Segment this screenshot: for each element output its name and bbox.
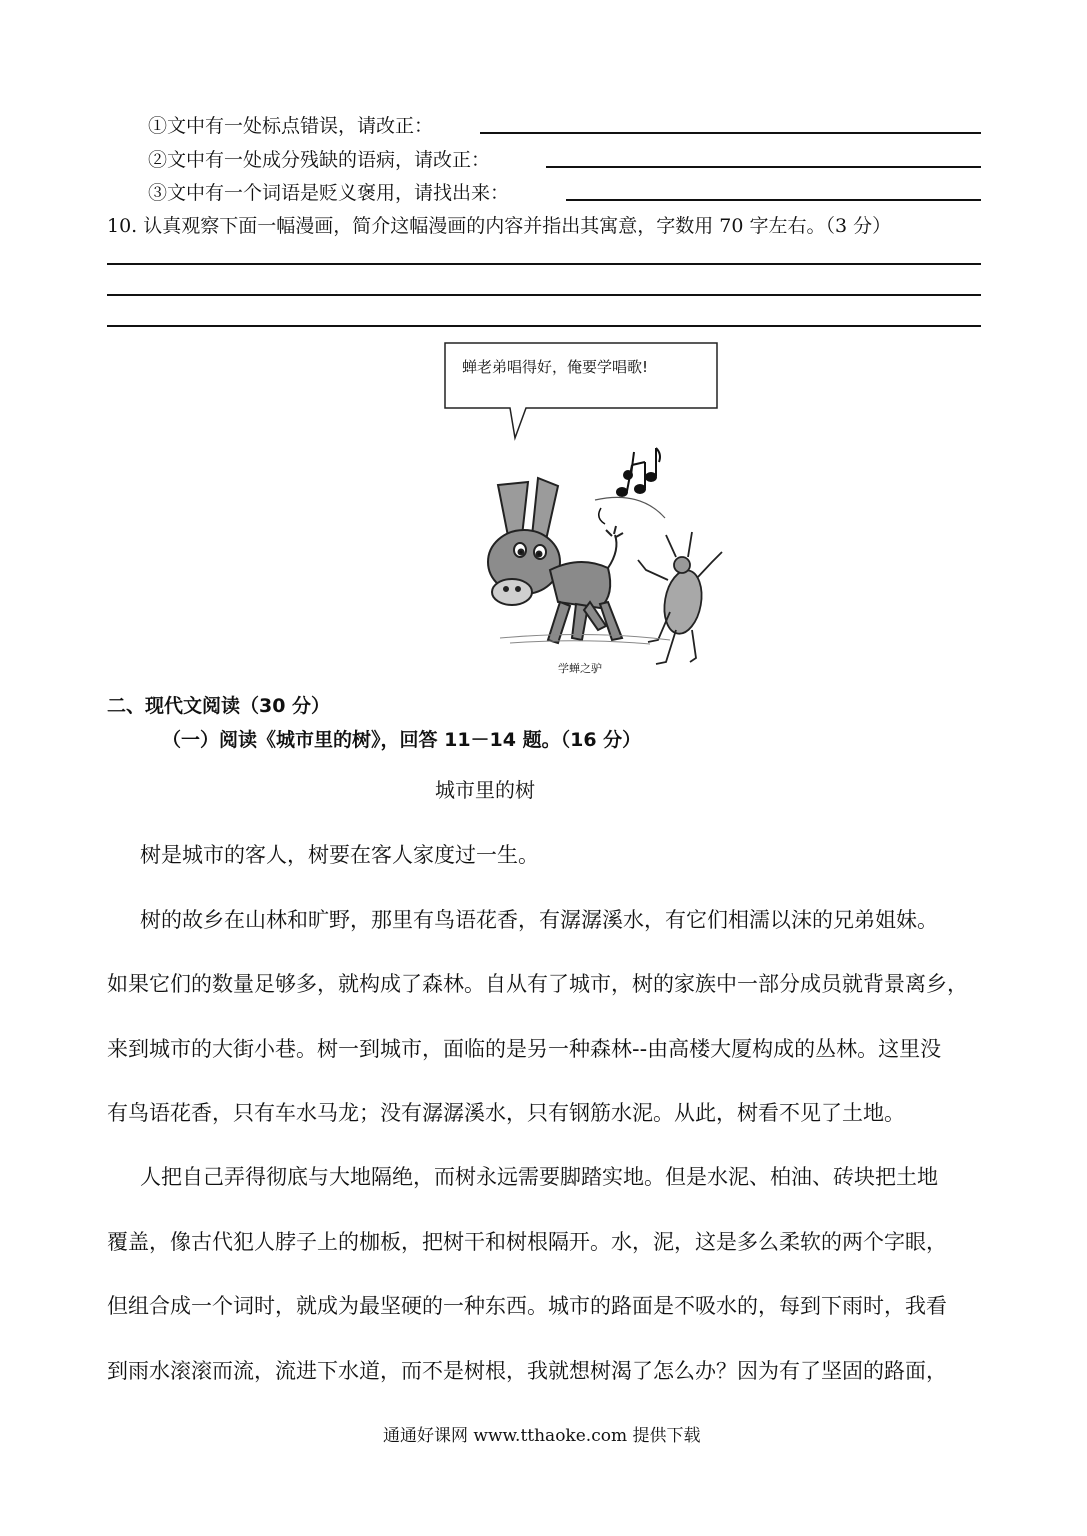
answer-blank-sub2[interactable]: [546, 166, 981, 168]
donkey-icon: [488, 478, 623, 643]
cartoon-caption: 学蝉之驴: [558, 662, 602, 675]
question-9-sub2: ②文中有一处成分残缺的语病，请改正：: [148, 149, 491, 171]
section-heading: 二、现代文阅读（30 分）: [107, 695, 331, 717]
question-9-sub3: ③文中有一个词语是贬义褒用，请找出来：: [148, 182, 510, 204]
cartoon: [440, 340, 740, 685]
question-9-sub1: ①文中有一处标点错误，请改正：: [148, 115, 434, 137]
answer-blank-sub3[interactable]: [566, 199, 981, 201]
cicada-icon: [638, 532, 722, 664]
article-line-2: 树的故乡在山林和旷野，那里有鸟语花香，有潺潺溪水，有它们相濡以沫的兄弟姐妹。: [140, 908, 938, 932]
article-line-3: 如果它们的数量足够多，就构成了森林。自从有了城市，树的家族中一部分成员就背景离乡，: [107, 972, 968, 996]
music-notes-icon: [599, 448, 660, 524]
article-line-5: 有鸟语花香，只有车水马龙；没有潺潺溪水，只有钢筋水泥。从此，树看不见了土地。: [107, 1101, 905, 1125]
article-line-7: 覆盖，像古代犯人脖子上的枷板，把树干和树根隔开。水，泥，这是多么柔软的两个字眼，: [107, 1230, 947, 1254]
speech-bubble-text: 蝉老弟唱得好，俺要学唱歌!: [462, 358, 649, 376]
answer-blank-sub1[interactable]: [480, 132, 981, 134]
section-subheading: （一）阅读《城市里的树》，回答 11－14 题。（16 分）: [162, 729, 642, 751]
article-title: 城市里的树: [435, 778, 535, 802]
footer-text: 通通好课网 www.tthaoke.com 提供下载: [383, 1426, 701, 1446]
article-line-6: 人把自己弄得彻底与大地隔绝，而树永远需要脚踏实地。但是水泥、柏油、砖块把土地: [140, 1165, 938, 1189]
article-line-4: 来到城市的大街小巷。树一到城市，面临的是另一种森林--由高楼大厦构成的丛林。这里没: [107, 1037, 942, 1061]
answer-line-1[interactable]: [107, 263, 981, 265]
article-line-9: 到雨水滚滚而流，流进下水道，而不是树根，我就想树渴了怎么办？因为有了坚固的路面，: [107, 1359, 947, 1383]
article-line-8: 但组合成一个词时，就成为最坚硬的一种东西。城市的路面是不吸水的，每到下雨时，我看: [107, 1294, 947, 1318]
question-10: 10. 认真观察下面一幅漫画，简介这幅漫画的内容并指出其寓意，字数用 70 字左右。（3 分）: [107, 215, 892, 237]
cartoon-drawing: [440, 340, 740, 685]
answer-line-3[interactable]: [107, 325, 981, 327]
article-line-1: 树是城市的客人，树要在客人家度过一生。: [140, 843, 539, 867]
answer-line-2[interactable]: [107, 294, 981, 296]
